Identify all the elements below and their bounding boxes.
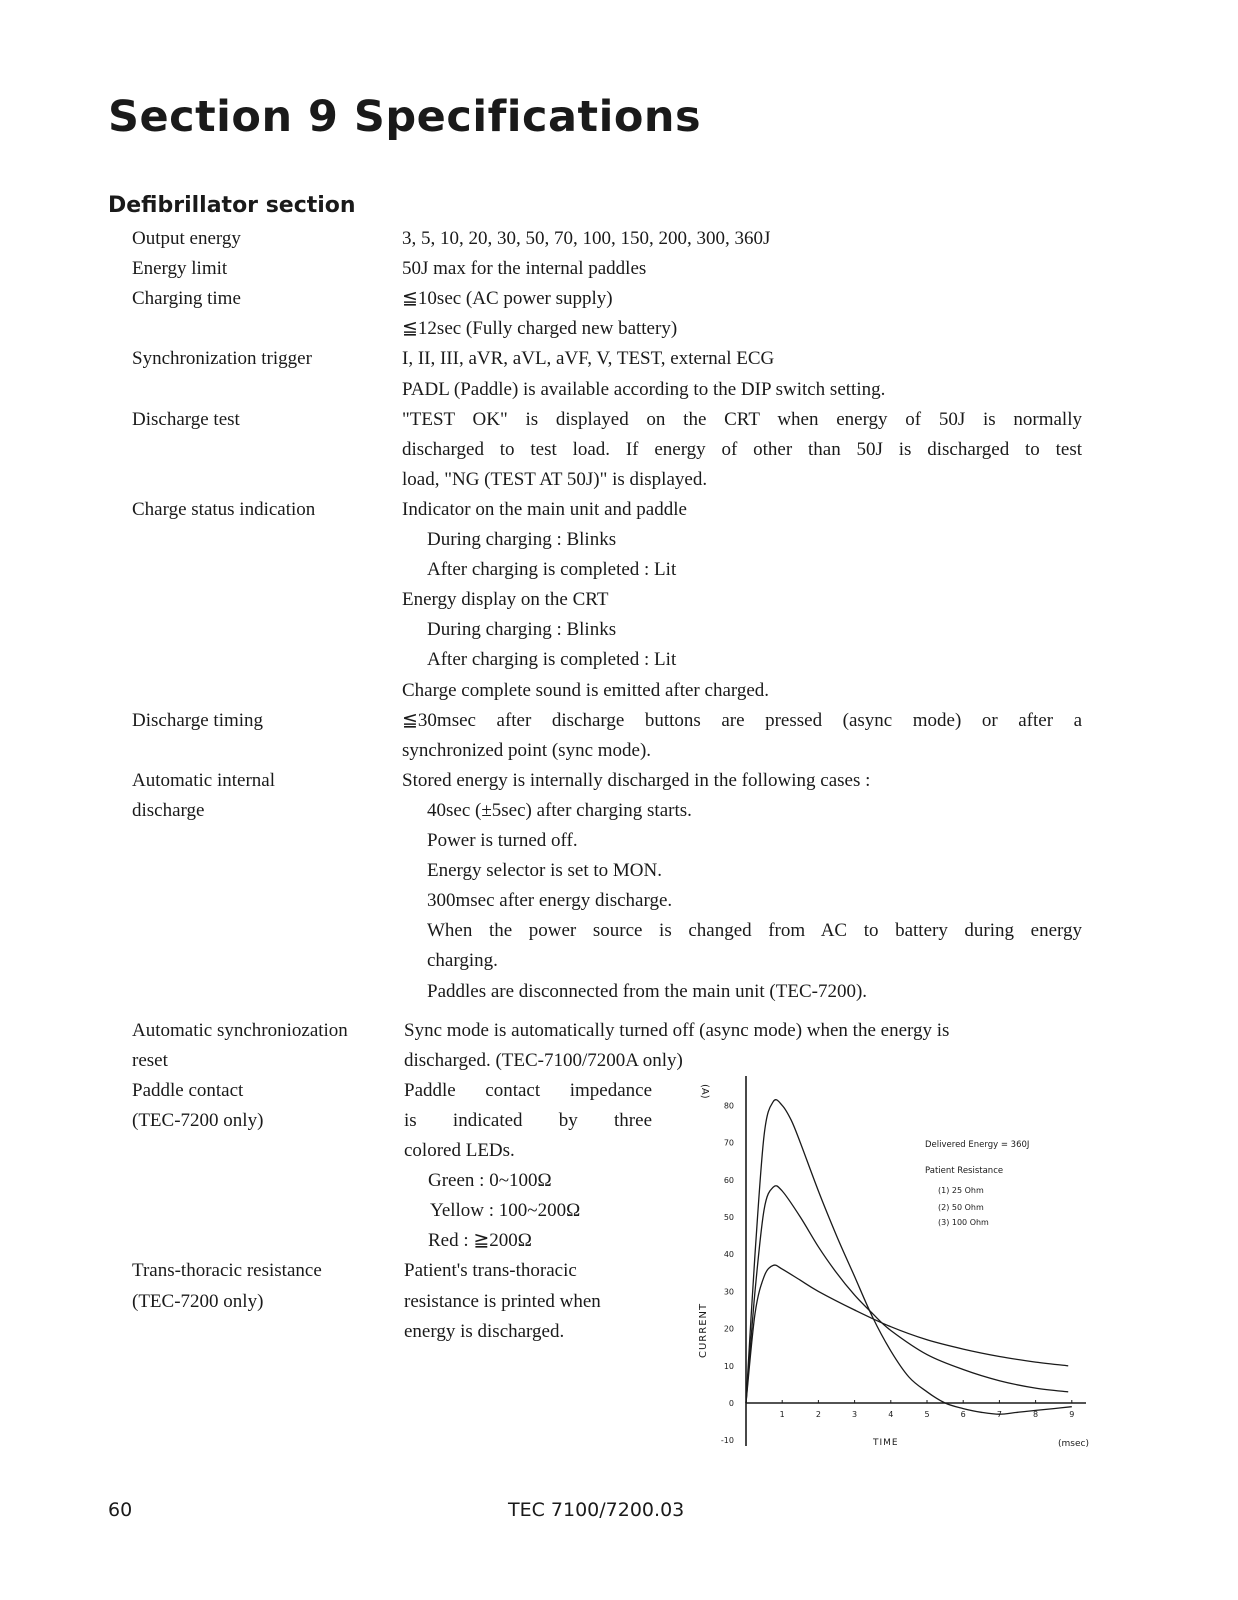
spec-label: discharge: [132, 799, 205, 821]
spec-value-line: 3, 5, 10, 20, 30, 50, 70, 100, 150, 200, 300, 360J: [402, 228, 771, 249]
spec-value-line: Paddles are disconnected from the main unit (TEC-7200).: [427, 980, 868, 1002]
y-tick-label: 30: [723, 1287, 734, 1297]
spec-label: Paddle contact: [132, 1079, 244, 1101]
spec-label: Automatic synchroniozation: [132, 1019, 348, 1041]
spec-value-line: Indicator on the main unit and paddle: [402, 498, 687, 520]
y-tick-label: 20: [723, 1324, 734, 1334]
spec-value-line: Green : 0~100Ω: [428, 1170, 552, 1192]
spec-value-line: "TEST OK" is displayed on the CRT when energy of 50J is normally: [402, 408, 1082, 430]
spec-value-line: After charging is completed : Lit: [427, 559, 677, 581]
spec-value-line: After charging is completed : Lit: [427, 649, 677, 671]
x-tick-label: 4: [888, 1410, 894, 1419]
y-tick-label: 70: [723, 1138, 734, 1148]
spec-value-line: Stored energy is internally discharged in the following cases :: [402, 769, 871, 791]
spec-label: Trans-thoracic resistance: [132, 1260, 322, 1282]
chart-annotation-item: (3) 100 Ohm: [938, 1218, 989, 1227]
x-tick-label: 6: [960, 1410, 966, 1419]
series-line-3: [746, 1265, 1068, 1403]
spec-value-line: During charging : Blinks: [427, 619, 617, 641]
spec-value-line: Paddle contact impedance: [404, 1079, 652, 1101]
spec-label: Discharge timing: [132, 709, 264, 731]
spec-value-line: synchronized point (sync mode).: [402, 739, 652, 761]
chart-annotation-item: (2) 50 Ohm: [938, 1203, 984, 1212]
spec-value-line: Energy selector is set to MON.: [427, 860, 662, 882]
spec-label: Synchronization trigger: [132, 348, 312, 370]
chart-xlabel: TIME: [873, 1438, 899, 1448]
x-tick-label: 2: [815, 1410, 821, 1419]
spec-label: (TEC-7200 only): [132, 1109, 264, 1131]
spec-value-line: ≦10sec (AC power supply): [402, 288, 613, 310]
spec-value-line: Red : ≧200Ω: [428, 1230, 532, 1252]
spec-value-line: Energy display on the CRT: [402, 589, 609, 611]
y-tick-label: -10: [720, 1436, 734, 1446]
y-tick-label: 10: [723, 1361, 734, 1371]
spec-value-line: energy is discharged.: [404, 1320, 565, 1342]
spec-value-line: 50J max for the internal paddles: [402, 258, 647, 280]
spec-label: Charging time: [132, 288, 241, 310]
x-tick-label: 9: [1069, 1410, 1075, 1419]
x-tick-label: 7: [996, 1410, 1002, 1419]
spec-value-line: charging.: [427, 950, 498, 972]
y-tick-label: 50: [723, 1213, 734, 1222]
y-tick-label: 0: [728, 1399, 734, 1408]
spec-label: Energy limit: [132, 258, 228, 280]
spec-value-line: discharged. (TEC-7100/7200A only): [404, 1049, 683, 1071]
spec-label: Charge status indication: [132, 498, 316, 520]
x-tick-label: 5: [924, 1410, 930, 1419]
page-number: 60: [108, 1499, 133, 1521]
chart-axes: [746, 1076, 1086, 1446]
x-tick-label: 8: [1033, 1410, 1039, 1419]
chart-annotation-item: (1) 25 Ohm: [938, 1186, 984, 1195]
spec-value-line: Power is turned off.: [427, 830, 578, 851]
spec-value-line: Sync mode is automatically turned off (async mode) when the energy is: [404, 1019, 950, 1041]
spec-value-line: Charge complete sound is emitted after charged.: [402, 679, 770, 701]
y-tick-label: 60: [723, 1175, 734, 1185]
spec-value-line: When the power source is changed from AC to battery during energy: [427, 920, 1082, 942]
document-id: TEC 7100/7200.03: [508, 1499, 685, 1521]
spec-label: (TEC-7200 only): [132, 1290, 264, 1312]
spec-value-line: resistance is printed when: [404, 1290, 601, 1312]
chart-annotation-energy: Delivered Energy = 360J: [925, 1140, 1030, 1150]
spec-label: Automatic internal: [132, 769, 275, 791]
spec-value-line: 40sec (±5sec) after charging starts.: [427, 799, 692, 821]
chart-yunit: (A): [699, 1084, 710, 1099]
section-heading: Defibrillator section: [108, 193, 356, 218]
spec-value-line: load, "NG (TEST AT 50J)" is displayed.: [402, 468, 708, 490]
spec-label: Discharge test: [132, 408, 240, 430]
spec-value-line: ≦12sec (Fully charged new battery): [402, 318, 678, 340]
spec-value-line: 300msec after energy discharge.: [427, 890, 673, 912]
spec-value-line: Yellow : 100~200Ω: [430, 1200, 581, 1222]
page-title: Section 9 Specifications: [108, 92, 702, 142]
spec-value-line: is indicated by three: [404, 1109, 652, 1131]
y-tick-label: 40: [723, 1250, 734, 1260]
chart-annotation-heading: Patient Resistance: [925, 1166, 1004, 1176]
spec-value-line: ≦30msec after discharge buttons are pressed (async mode) or after a: [402, 709, 1082, 731]
x-tick-label: 3: [852, 1410, 858, 1419]
spec-value-line: colored LEDs.: [404, 1140, 515, 1162]
x-tick-label: 1: [779, 1410, 785, 1419]
chart-ticks: [721, 1101, 1074, 1445]
spec-value-line: Patient's trans-thoracic: [404, 1260, 577, 1282]
spec-value-line: I, II, III, aVR, aVL, aVF, V, TEST, external ECG: [402, 348, 775, 370]
chart-xunit: (msec): [1058, 1439, 1089, 1449]
spec-label: Output energy: [132, 228, 241, 249]
spec-label: reset: [132, 1049, 168, 1071]
y-tick-label: 80: [723, 1101, 734, 1111]
spec-value-line: PADL (Paddle) is available according to the DIP switch setting.: [402, 378, 886, 400]
series-line-2: [746, 1186, 1068, 1403]
chart-ylabel: CURRENT: [698, 1302, 709, 1358]
spec-value-line: discharged to test load. If energy of other than 50J is discharged to test: [402, 438, 1082, 460]
spec-value-line: During charging : Blinks: [427, 529, 617, 550]
current-time-chart: [690, 1066, 1100, 1456]
